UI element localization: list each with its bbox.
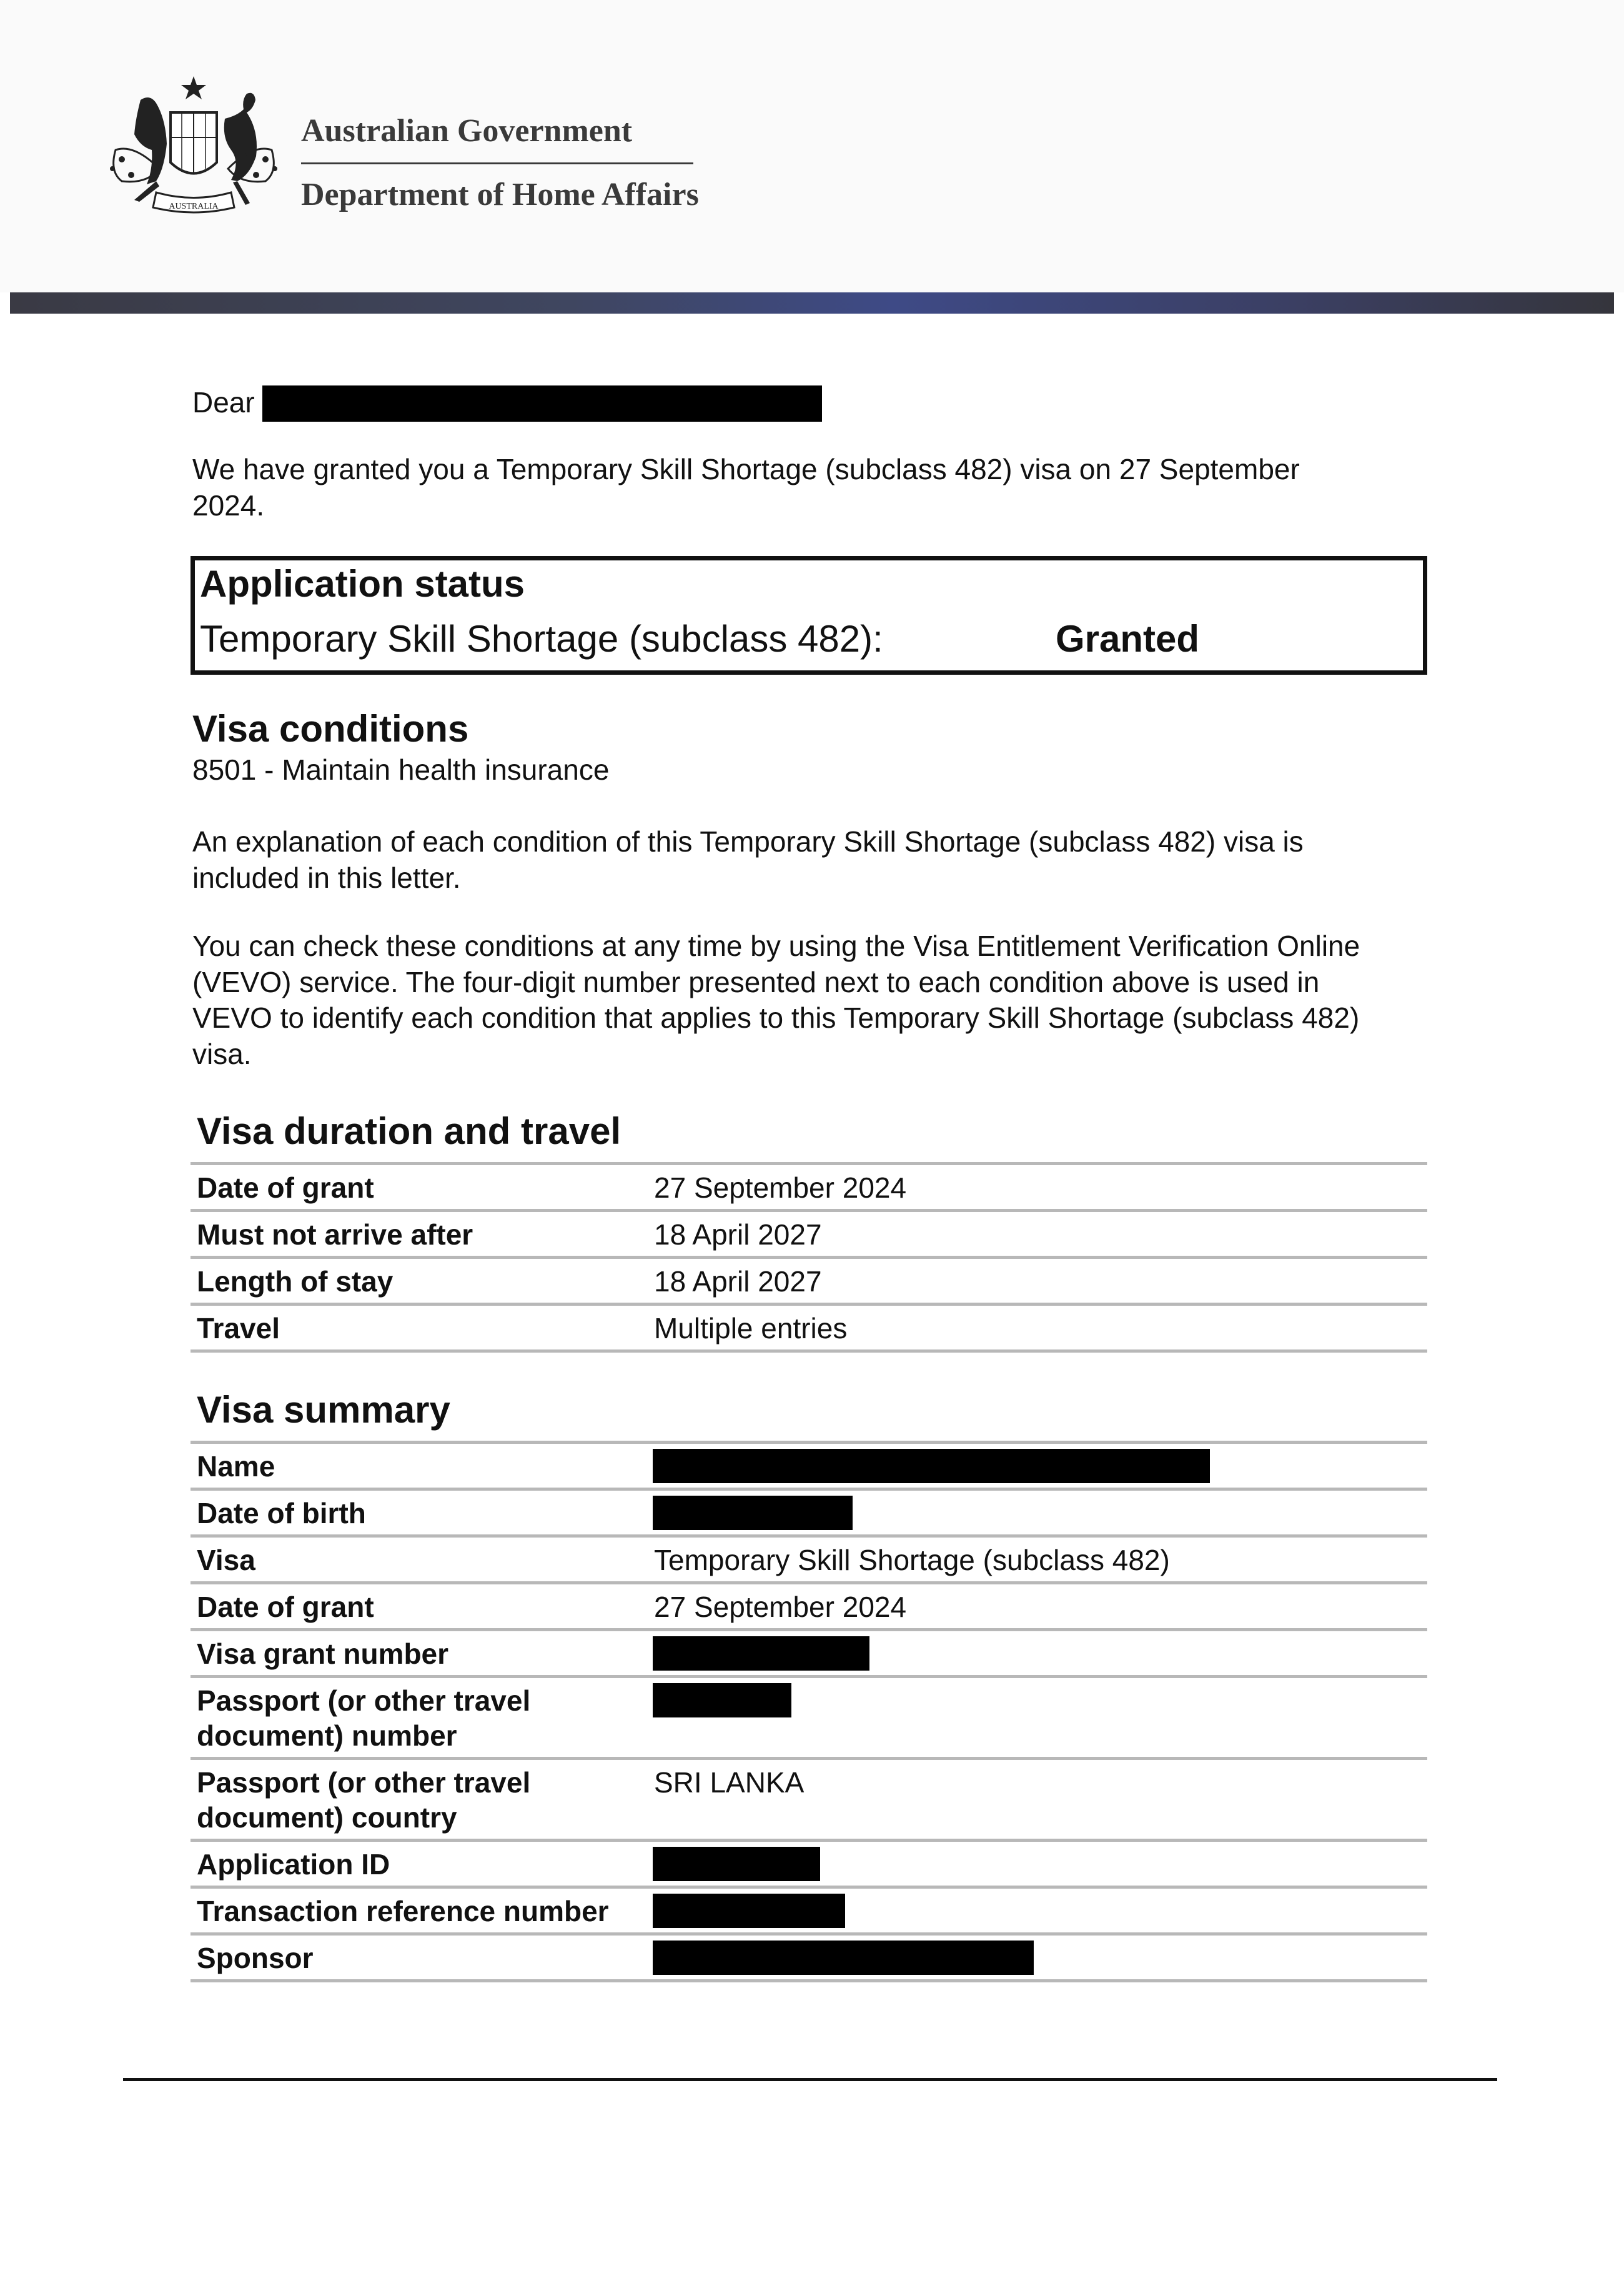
table-row: [191, 1209, 1427, 1256]
table-row: [191, 1162, 1427, 1209]
coat-of-arms-icon: [97, 75, 290, 222]
table-row: [191, 1628, 1427, 1675]
table-row: [191, 1757, 1427, 1839]
header-banner-bar: [10, 292, 1614, 314]
row-label: Transaction reference number: [197, 1895, 609, 1927]
salutation: Dear: [192, 386, 255, 419]
row-label: Travel: [197, 1312, 280, 1344]
condition-explanation-line-1: An explanation of each condition of this Temporary Skill Shortage (subclass 482) visa is: [192, 825, 1304, 858]
redacted-value: [653, 1847, 820, 1881]
visa-summary-heading: Visa summary: [197, 1389, 450, 1431]
vevo-line-4: visa.: [192, 1038, 252, 1070]
table-row: [191, 1488, 1427, 1534]
vevo-line-1: You can check these conditions at any time by using the Visa Entitlement Verification Online: [192, 930, 1360, 962]
table-row: [191, 1675, 1427, 1757]
row-label: Sponsor: [197, 1942, 314, 1974]
condition-explanation-line-2: included in this letter.: [192, 862, 461, 894]
row-label: Length of stay: [197, 1265, 394, 1298]
table-row: [191, 1303, 1427, 1353]
visa-condition-item: 8501 - Maintain health insurance: [192, 753, 610, 786]
row-label: Visa: [197, 1544, 255, 1576]
redacted-value: [653, 1941, 1034, 1975]
application-status-value: Granted: [1056, 618, 1200, 660]
row-value: Temporary Skill Shortage (subclass 482): [654, 1544, 1170, 1576]
row-value: 18 April 2027: [654, 1265, 822, 1298]
intro-line-1: We have granted you a Temporary Skill Shortage (subclass 482) visa on 27 September: [192, 453, 1300, 485]
table-row: [191, 1534, 1427, 1581]
government-name: Australian Government: [301, 113, 633, 149]
visa-duration-table: [191, 1162, 1427, 1353]
row-value: Multiple entries: [654, 1312, 848, 1344]
row-label: Passport (or other travel document) country: [197, 1766, 531, 1834]
application-status-heading: Application status: [200, 563, 525, 605]
vevo-line-3: VEVO to identify each condition that applies to this Temporary Skill Shortage (subclass 482): [192, 1001, 1360, 1034]
row-label: Date of grant: [197, 1171, 374, 1204]
visa-duration-heading: Visa duration and travel: [197, 1110, 621, 1152]
application-status-visa-label: Temporary Skill Shortage (subclass 482):: [200, 618, 883, 660]
row-label: Must not arrive after: [197, 1218, 473, 1251]
table-row: [191, 1886, 1427, 1932]
redacted-value: [653, 1683, 791, 1717]
row-label: Application ID: [197, 1848, 390, 1881]
redacted-value: [653, 1894, 845, 1928]
row-value: 27 September 2024: [654, 1171, 907, 1204]
header-divider: [301, 162, 693, 164]
intro-line-2: 2024.: [192, 489, 265, 522]
footer-divider: [123, 2078, 1497, 2081]
row-label: Name: [197, 1450, 275, 1483]
table-row: [191, 1256, 1427, 1303]
row-value: 18 April 2027: [654, 1218, 822, 1251]
crest-label: AUSTRALIA: [169, 202, 219, 211]
vevo-line-2: (VEVO) service. The four-digit number presented next to each condition above is used in: [192, 966, 1320, 998]
row-value: SRI LANKA: [654, 1766, 805, 1799]
department-name: Department of Home Affairs: [301, 177, 699, 212]
row-label: Passport (or other travel document) number: [197, 1684, 531, 1752]
table-row: [191, 1839, 1427, 1886]
redacted-recipient-name: [262, 385, 822, 422]
row-label: Visa grant number: [197, 1638, 449, 1670]
row-label: Date of grant: [197, 1591, 374, 1623]
visa-conditions-heading: Visa conditions: [192, 708, 469, 750]
row-label: Date of birth: [197, 1497, 366, 1529]
row-value: 27 September 2024: [654, 1591, 907, 1623]
visa-summary-table: [191, 1441, 1427, 1982]
redacted-value: [653, 1636, 869, 1671]
table-row: [191, 1581, 1427, 1628]
table-row: [191, 1441, 1427, 1488]
table-row: [191, 1932, 1427, 1982]
redacted-value: [653, 1449, 1210, 1483]
redacted-value: [653, 1496, 853, 1530]
